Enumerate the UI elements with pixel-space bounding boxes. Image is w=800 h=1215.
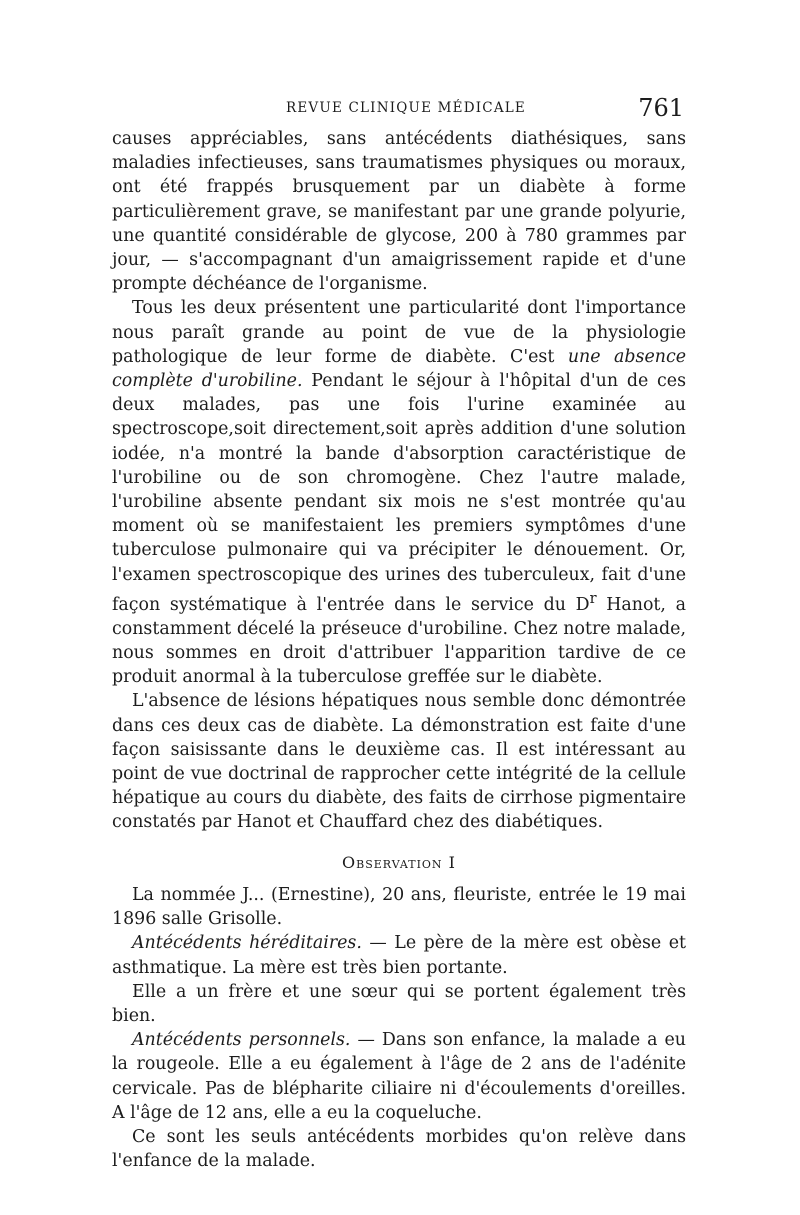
- observation-paragraph-1: La nommée J... (Ernestine), 20 ans, fleuriste, entrée le 19 mai 1896 salle Grisolle.: [112, 884, 686, 930]
- observation-paragraph-2: Antécédents héréditaires. — Le père de la mère est obèse et asthmatique. La mère est très bien portante.: [112, 933, 687, 978]
- observation-heading: Observation I: [342, 852, 456, 872]
- emphasis-urobiline: une absence complète d'urobiline.: [112, 346, 687, 392]
- observation-paragraph-4: Antécédents personnels. — Dans son enfance, la malade a eu la rougeole. Elle a eu également à l'âge de 2 ans de l'adénite cervicale. Pas de blépharite ciliaire ni d'écoulements d'oreilles. A l'âge de 12 ans, elle a eu la coqueluche.: [112, 1030, 686, 1123]
- observation-paragraph-3: Elle a un frère et une sœur qui se portent également très bien.: [112, 981, 686, 1026]
- emphasis-personnels: Antécédents personnels.: [132, 1030, 351, 1051]
- observation-section: [112, 883, 686, 1173]
- body-text: [112, 127, 686, 1173]
- page-number: 761: [638, 94, 684, 122]
- paragraph-2: Tous les deux présentent une particularité dont l'importance nous paraît grande au point de vue de la physiologie pathologique de leur forme de diabète. C'est une absence complète d'urobiline. Pendant le séjour à l'hôpital d'un de ces deux malades, pas une fois l'urine examinée au spectroscope,soit directement,soit après addition d'une solution iodée, n'a montré la bande d'absorption caractéristique de l'urobiline ou de son chromogène. Chez l'autre malade, l'urobiline absente pendant six mois ne s'est montrée qu'au moment où se manifestaient les premiers symptômes d'une tuberculose pulmonaire qui va précipiter le dénouement. Or, l'examen spectroscopique des urines des tuberculeux, fait d'une façon systématique à l'entrée dans le service du $D^r$ Hanot, a constamment décelé la préseuce d'urobiline. Chez notre malade, nous sommes en droit d'attribuer l'apparition tardive de ce produit anormal à la tuberculose greffée sur le diabète.: [112, 298, 687, 688]
- paragraph-1: causes appréciables, sans antécédents diathésiques, sans maladies infectieuses, sans traumatismes physiques ou moraux, ont été frappés brusquement par un diabète à forme particulièrement grave, se manifestant par une grande polyurie, une quantité considérable de glycose, 200 à 780 grammes par jour, — s'accompagnant d'un amaigrissement rapide et d'une prompte déchéance de l'organisme.: [112, 129, 686, 295]
- paragraph-3: L'absence de lésions hépatiques nous semble donc démontrée dans ces deux cas de diabète. La démonstration est faite d'une façon saisissante dans le deuxième cas. Il est intéressant au point de vue doctrinal de rapprocher cette intégrité de la cellule hépatique au cours du diabète, des faits de cirrhose pigmentaire constatés par Hanot et Chauffard chez des diabétiques.: [112, 691, 686, 833]
- page-header: [110, 96, 686, 126]
- observation-paragraph-5: Ce sont les seuls antécédents morbides qu'on relève dans l'enfance de la malade.: [112, 1126, 686, 1172]
- running-title: REVUE CLINIQUE MÉDICALE: [286, 100, 526, 116]
- emphasis-hereditaires: Antécédents héréditaires.: [132, 933, 362, 954]
- superscript-r: r: [589, 590, 597, 607]
